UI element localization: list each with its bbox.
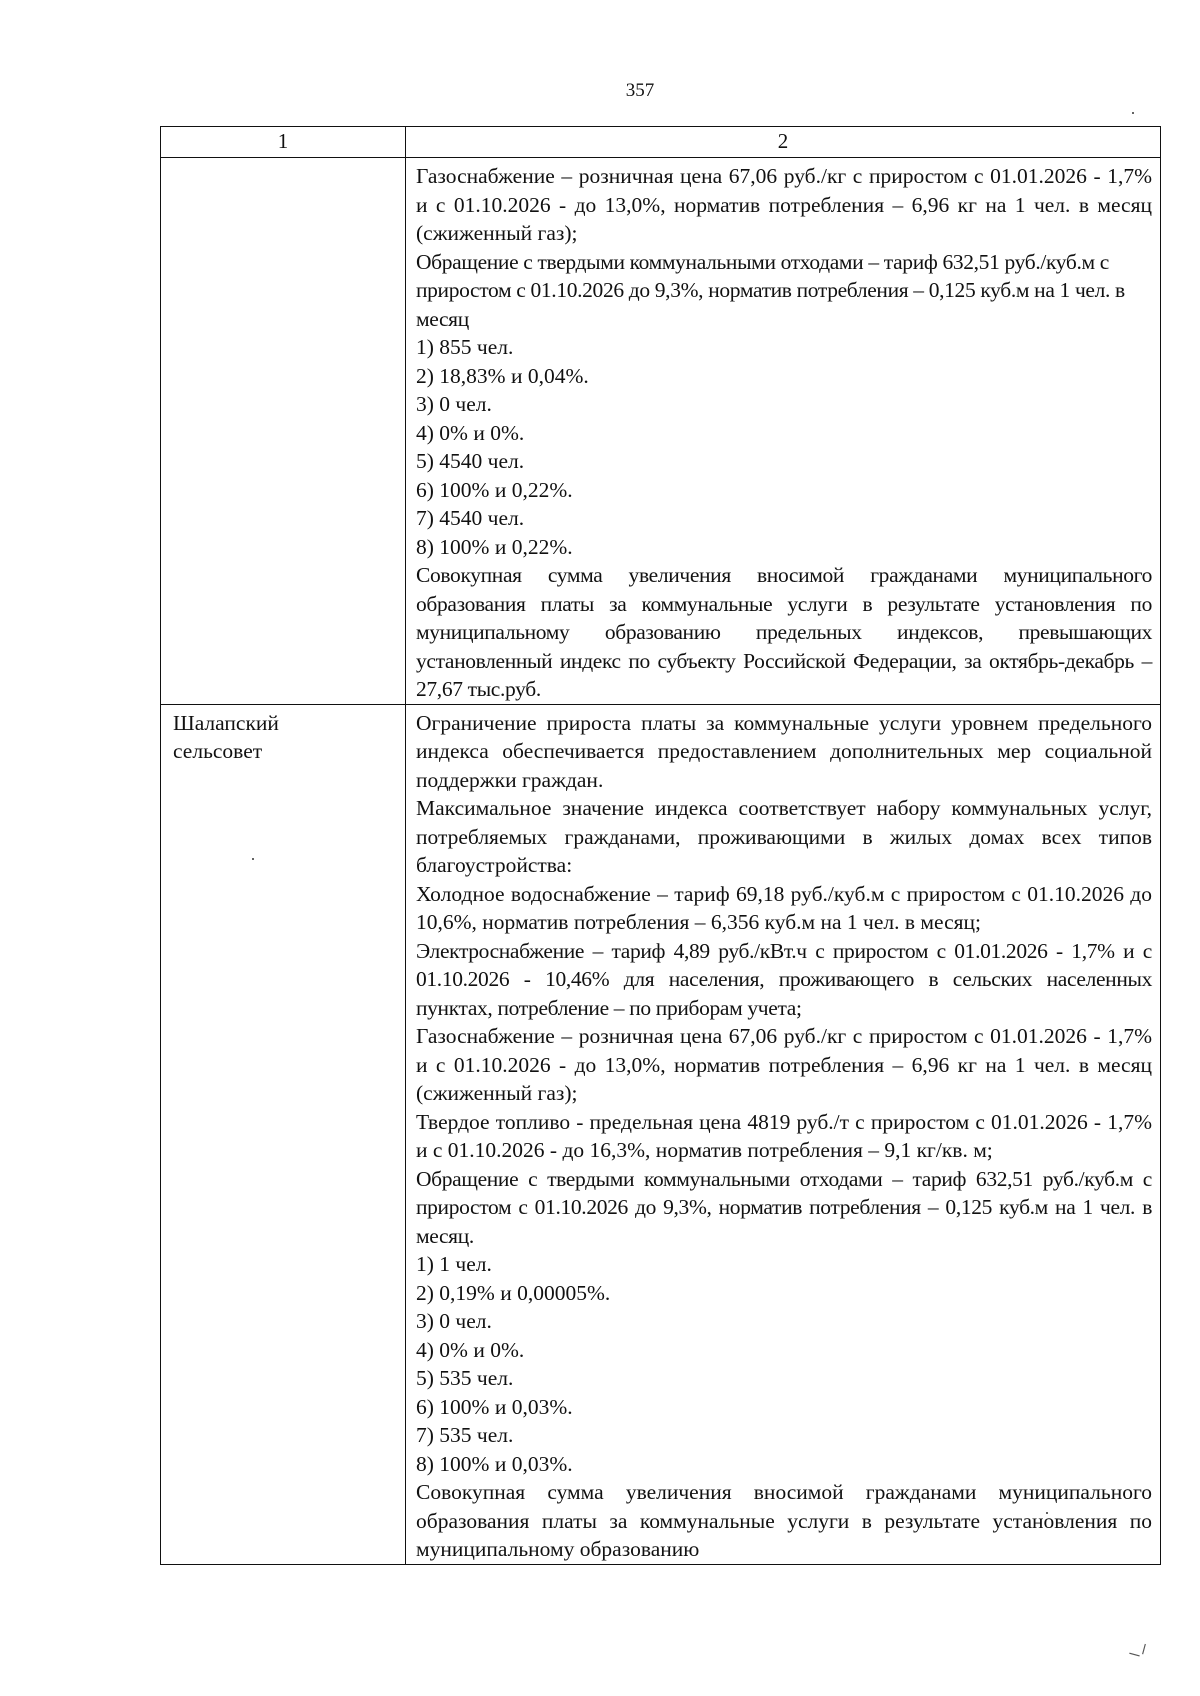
- list-item: 2) 18,83% и 0,04%.: [416, 363, 589, 388]
- table-header-row: [161, 127, 1161, 158]
- municipality-name: [161, 158, 406, 705]
- row-description: [406, 704, 1161, 1564]
- paragraph: Обращение с твердыми коммунальными отходами – тариф 632,51 руб./куб.м с приростом с 01.10.2026 до 9,3%, норматив потребления – 0,125 куб.м на 1 чел. в месяц.: [416, 1166, 1152, 1248]
- header-col-2: 2: [406, 127, 1161, 158]
- list-item: 7) 4540 чел.: [416, 506, 525, 530]
- list-item: 5) 535 чел.: [416, 1366, 514, 1390]
- list-item: 4) 0% и 0%.: [416, 420, 525, 445]
- list-item: 5) 4540 чел.: [416, 449, 525, 473]
- scan-mark-icon: ⸌⸍: [1125, 1639, 1158, 1672]
- list-item: 7) 535 чел.: [416, 1423, 514, 1447]
- list-item: 6) 100% и 0,03%.: [416, 1394, 573, 1419]
- list-item: 2) 0,19% и 0,00005%.: [416, 1280, 611, 1305]
- list-item: 1) 855 чел.: [416, 335, 514, 359]
- paragraph: Обращение с твердыми коммунальными отходами – тариф 632,51 руб./куб.м с приростом с 01.10.2026 до 9,3%, норматив потребления – 0,125 куб.м на 1 чел. в месяц: [416, 249, 1125, 331]
- list-item: 6) 100% и 0,22%.: [416, 477, 573, 502]
- paragraph: Максимальное значение индекса соответствует набору коммунальных услуг, потребляемых гражданами, проживающими в жилых домах всех типов благоустройства:: [416, 796, 1152, 877]
- header-col-1: 1: [161, 127, 406, 158]
- tariff-table: [160, 126, 1161, 1565]
- paragraph: Ограничение прироста платы за коммунальные услуги уровнем предельного индекса обеспечивается предоставлением дополнительных мер социальной поддержки граждан.: [416, 710, 1152, 792]
- list-item: 4) 0% и 0%.: [416, 1337, 525, 1362]
- list-item: 3) 0 чел.: [416, 1309, 492, 1333]
- scan-speck: [1132, 112, 1134, 114]
- list-item: 1) 1 чел.: [416, 1252, 492, 1276]
- table-row: [161, 704, 1161, 1564]
- list-item: 8) 100% и 0,03%.: [416, 1451, 573, 1476]
- paragraph: Твердое топливо - предельная цена 4819 руб./т с приростом с 01.01.2026 - 1,7% и с 01.10.2026 - до 16,3%, норматив потребления – 9,1 кг/кв. м;: [416, 1109, 1152, 1162]
- row-description: [406, 158, 1161, 705]
- paragraph: Совокупная сумма увеличения вносимой гражданами муниципального образования платы за коммунальные услуги в результате установления по муниципальному образованию: [416, 1480, 1152, 1561]
- paragraph: Газоснабжение – розничная цена 67,06 руб./кг с приростом с 01.01.2026 - 1,7% и с 01.10.2026 - до 13,0%, норматив потребления – 6,96 кг на 1 чел. в месяц (сжиженный газ);: [416, 164, 1152, 245]
- list-item: 3) 0 чел.: [416, 392, 492, 416]
- paragraph: Совокупная сумма увеличения вносимой гражданами муниципального образования платы за коммунальные услуги в результате установления по муниципальному образованию предельных индексов, превышающих установленный индекс по субъекту Российской Федерации, за октябрь-декабрь – 27,67 тыс.руб.: [416, 563, 1152, 701]
- paragraph: Электроснабжение – тариф 4,89 руб./кВт.ч с приростом с 01.01.2026 - 1,7% и с 01.10.2026 - 10,46% для населения, проживающего в сельских населенных пунктах, потребление – по приборам учета;: [416, 938, 1152, 1020]
- table-row: [161, 158, 1161, 705]
- paragraph: Газоснабжение – розничная цена 67,06 руб./кг с приростом с 01.01.2026 - 1,7% и с 01.10.2026 - до 13,0%, норматив потребления – 6,96 кг на 1 чел. в месяц (сжиженный газ);: [416, 1024, 1152, 1105]
- paragraph: Холодное водоснабжение – тариф 69,18 руб./куб.м с приростом с 01.10.2026 до 10,6%, норматив потребления – 6,356 куб.м на 1 чел. в месяц;: [416, 881, 1152, 934]
- list-item: 8) 100% и 0,22%.: [416, 534, 573, 559]
- municipality-name: Шалапский сельсовет: [161, 704, 406, 1564]
- page-number: 357: [625, 80, 655, 101]
